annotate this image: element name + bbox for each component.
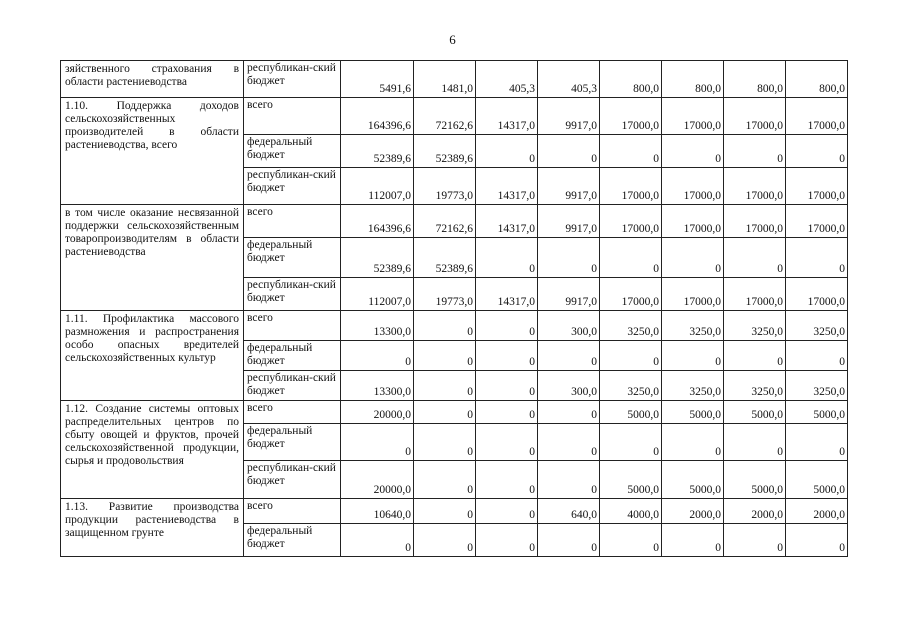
amount-cell: 9917,0 — [538, 98, 600, 135]
amount-cell: 0 — [724, 135, 786, 168]
amount-cell: 17000,0 — [662, 168, 724, 205]
amount-cell: 17000,0 — [786, 278, 848, 311]
table-row — [61, 98, 848, 135]
amount-cell: 0 — [414, 524, 476, 557]
amount-cell: 0 — [786, 135, 848, 168]
amount-cell: 0 — [724, 238, 786, 278]
row-description: 1.10. Поддержка доходов сельскохозяйственных производителей в области растениеводства, всего — [61, 98, 244, 205]
amount-cell: 14317,0 — [476, 168, 538, 205]
funding-source: всего — [244, 499, 341, 524]
budget-table — [60, 60, 848, 557]
amount-cell: 14317,0 — [476, 278, 538, 311]
amount-cell: 9917,0 — [538, 205, 600, 238]
amount-cell: 0 — [786, 424, 848, 461]
amount-cell: 164396,6 — [341, 205, 414, 238]
amount-cell: 2000,0 — [786, 499, 848, 524]
amount-cell: 72162,6 — [414, 98, 476, 135]
amount-cell: 3250,0 — [600, 371, 662, 401]
amount-cell: 5000,0 — [786, 461, 848, 499]
amount-cell: 4000,0 — [600, 499, 662, 524]
amount-cell: 164396,6 — [341, 98, 414, 135]
amount-cell: 1481,0 — [414, 61, 476, 98]
amount-cell: 3250,0 — [786, 311, 848, 341]
amount-cell: 14317,0 — [476, 205, 538, 238]
amount-cell: 112007,0 — [341, 168, 414, 205]
amount-cell: 0 — [538, 401, 600, 424]
amount-cell: 0 — [662, 424, 724, 461]
amount-cell: 14317,0 — [476, 98, 538, 135]
amount-cell: 0 — [414, 341, 476, 371]
amount-cell: 5491,6 — [341, 61, 414, 98]
funding-source: республикан-ский бюджет — [244, 371, 341, 401]
funding-source: всего — [244, 401, 341, 424]
table-row — [61, 499, 848, 524]
amount-cell: 0 — [476, 499, 538, 524]
amount-cell: 17000,0 — [662, 278, 724, 311]
amount-cell: 0 — [600, 341, 662, 371]
amount-cell: 17000,0 — [662, 205, 724, 238]
amount-cell: 0 — [786, 341, 848, 371]
amount-cell: 0 — [341, 524, 414, 557]
amount-cell: 0 — [662, 341, 724, 371]
amount-cell: 17000,0 — [786, 168, 848, 205]
amount-cell: 17000,0 — [662, 98, 724, 135]
table-row — [61, 401, 848, 424]
amount-cell: 10640,0 — [341, 499, 414, 524]
table-body — [61, 61, 848, 557]
amount-cell: 800,0 — [662, 61, 724, 98]
table-row — [61, 205, 848, 238]
amount-cell: 19773,0 — [414, 168, 476, 205]
amount-cell: 52389,6 — [414, 135, 476, 168]
amount-cell: 5000,0 — [662, 401, 724, 424]
funding-source: федеральный бюджет — [244, 238, 341, 278]
amount-cell: 20000,0 — [341, 401, 414, 424]
amount-cell: 3250,0 — [724, 371, 786, 401]
amount-cell: 112007,0 — [341, 278, 414, 311]
amount-cell: 0 — [476, 341, 538, 371]
table-row — [61, 61, 848, 98]
amount-cell: 17000,0 — [724, 98, 786, 135]
amount-cell: 0 — [600, 238, 662, 278]
row-description: 1.11. Профилактика массового размножения и распространения особо опасных вредителей сельскохозяйственных культур — [61, 311, 244, 401]
amount-cell: 0 — [724, 524, 786, 557]
amount-cell: 72162,6 — [414, 205, 476, 238]
amount-cell: 9917,0 — [538, 278, 600, 311]
amount-cell: 0 — [476, 371, 538, 401]
amount-cell: 0 — [476, 135, 538, 168]
funding-source: всего — [244, 98, 341, 135]
amount-cell: 0 — [724, 341, 786, 371]
amount-cell: 0 — [476, 311, 538, 341]
funding-source: федеральный бюджет — [244, 135, 341, 168]
amount-cell: 800,0 — [600, 61, 662, 98]
amount-cell: 5000,0 — [724, 401, 786, 424]
amount-cell: 0 — [724, 424, 786, 461]
amount-cell: 3250,0 — [724, 311, 786, 341]
amount-cell: 17000,0 — [600, 98, 662, 135]
amount-cell: 17000,0 — [600, 278, 662, 311]
amount-cell: 3250,0 — [662, 311, 724, 341]
amount-cell: 5000,0 — [724, 461, 786, 499]
amount-cell: 0 — [538, 461, 600, 499]
amount-cell: 5000,0 — [786, 401, 848, 424]
funding-source: федеральный бюджет — [244, 424, 341, 461]
funding-source: республикан-ский бюджет — [244, 461, 341, 499]
amount-cell: 17000,0 — [786, 205, 848, 238]
row-description: в том числе оказание несвязанной поддержки сельскохозяйственным товаропроизводителям в области растениеводства — [61, 205, 244, 311]
amount-cell: 3250,0 — [600, 311, 662, 341]
amount-cell: 800,0 — [786, 61, 848, 98]
amount-cell: 5000,0 — [600, 461, 662, 499]
amount-cell: 0 — [341, 341, 414, 371]
amount-cell: 0 — [414, 461, 476, 499]
amount-cell: 0 — [414, 311, 476, 341]
amount-cell: 20000,0 — [341, 461, 414, 499]
amount-cell: 0 — [341, 424, 414, 461]
amount-cell: 52389,6 — [341, 135, 414, 168]
funding-source: федеральный бюджет — [244, 341, 341, 371]
amount-cell: 0 — [538, 341, 600, 371]
page-number: 6 — [449, 32, 456, 47]
amount-cell: 13300,0 — [341, 311, 414, 341]
amount-cell: 52389,6 — [341, 238, 414, 278]
funding-source: федеральный бюджет — [244, 524, 341, 557]
amount-cell: 0 — [414, 424, 476, 461]
funding-source: всего — [244, 205, 341, 238]
amount-cell: 2000,0 — [724, 499, 786, 524]
row-description: 1.12. Создание системы оптовых распределительных центров по сбыту овощей и фруктов, прочей сельскохозяйственной продукции, сырья и продовольствия — [61, 401, 244, 499]
amount-cell: 0 — [600, 135, 662, 168]
amount-cell: 0 — [662, 524, 724, 557]
amount-cell: 640,0 — [538, 499, 600, 524]
amount-cell: 405,3 — [538, 61, 600, 98]
amount-cell: 800,0 — [724, 61, 786, 98]
amount-cell: 0 — [476, 461, 538, 499]
amount-cell: 5000,0 — [600, 401, 662, 424]
amount-cell: 300,0 — [538, 311, 600, 341]
amount-cell: 2000,0 — [662, 499, 724, 524]
amount-cell: 0 — [538, 238, 600, 278]
amount-cell: 0 — [414, 401, 476, 424]
row-description: 1.13. Развитие производства продукции растениеводства в защищенном грунте — [61, 499, 244, 557]
amount-cell: 0 — [414, 499, 476, 524]
amount-cell: 0 — [786, 238, 848, 278]
amount-cell: 0 — [538, 524, 600, 557]
amount-cell: 0 — [476, 401, 538, 424]
amount-cell: 0 — [476, 524, 538, 557]
amount-cell: 0 — [786, 524, 848, 557]
amount-cell: 300,0 — [538, 371, 600, 401]
amount-cell: 5000,0 — [662, 461, 724, 499]
amount-cell: 0 — [476, 424, 538, 461]
amount-cell: 17000,0 — [724, 278, 786, 311]
funding-source: республикан-ский бюджет — [244, 168, 341, 205]
amount-cell: 0 — [600, 424, 662, 461]
amount-cell: 17000,0 — [724, 168, 786, 205]
amount-cell: 0 — [662, 238, 724, 278]
amount-cell: 17000,0 — [724, 205, 786, 238]
funding-source: всего — [244, 311, 341, 341]
amount-cell: 3250,0 — [786, 371, 848, 401]
amount-cell: 17000,0 — [600, 205, 662, 238]
amount-cell: 19773,0 — [414, 278, 476, 311]
amount-cell: 3250,0 — [662, 371, 724, 401]
amount-cell: 9917,0 — [538, 168, 600, 205]
amount-cell: 52389,6 — [414, 238, 476, 278]
funding-source: республикан-ский бюджет — [244, 61, 341, 98]
amount-cell: 0 — [476, 238, 538, 278]
amount-cell: 17000,0 — [786, 98, 848, 135]
amount-cell: 0 — [662, 135, 724, 168]
table-row — [61, 311, 848, 341]
amount-cell: 0 — [538, 135, 600, 168]
amount-cell: 405,3 — [476, 61, 538, 98]
amount-cell: 0 — [414, 371, 476, 401]
funding-source: республикан-ский бюджет — [244, 278, 341, 311]
amount-cell: 13300,0 — [341, 371, 414, 401]
amount-cell: 0 — [538, 424, 600, 461]
row-description: зяйственного страхования в области растениеводства — [61, 61, 244, 98]
amount-cell: 17000,0 — [600, 168, 662, 205]
amount-cell: 0 — [600, 524, 662, 557]
